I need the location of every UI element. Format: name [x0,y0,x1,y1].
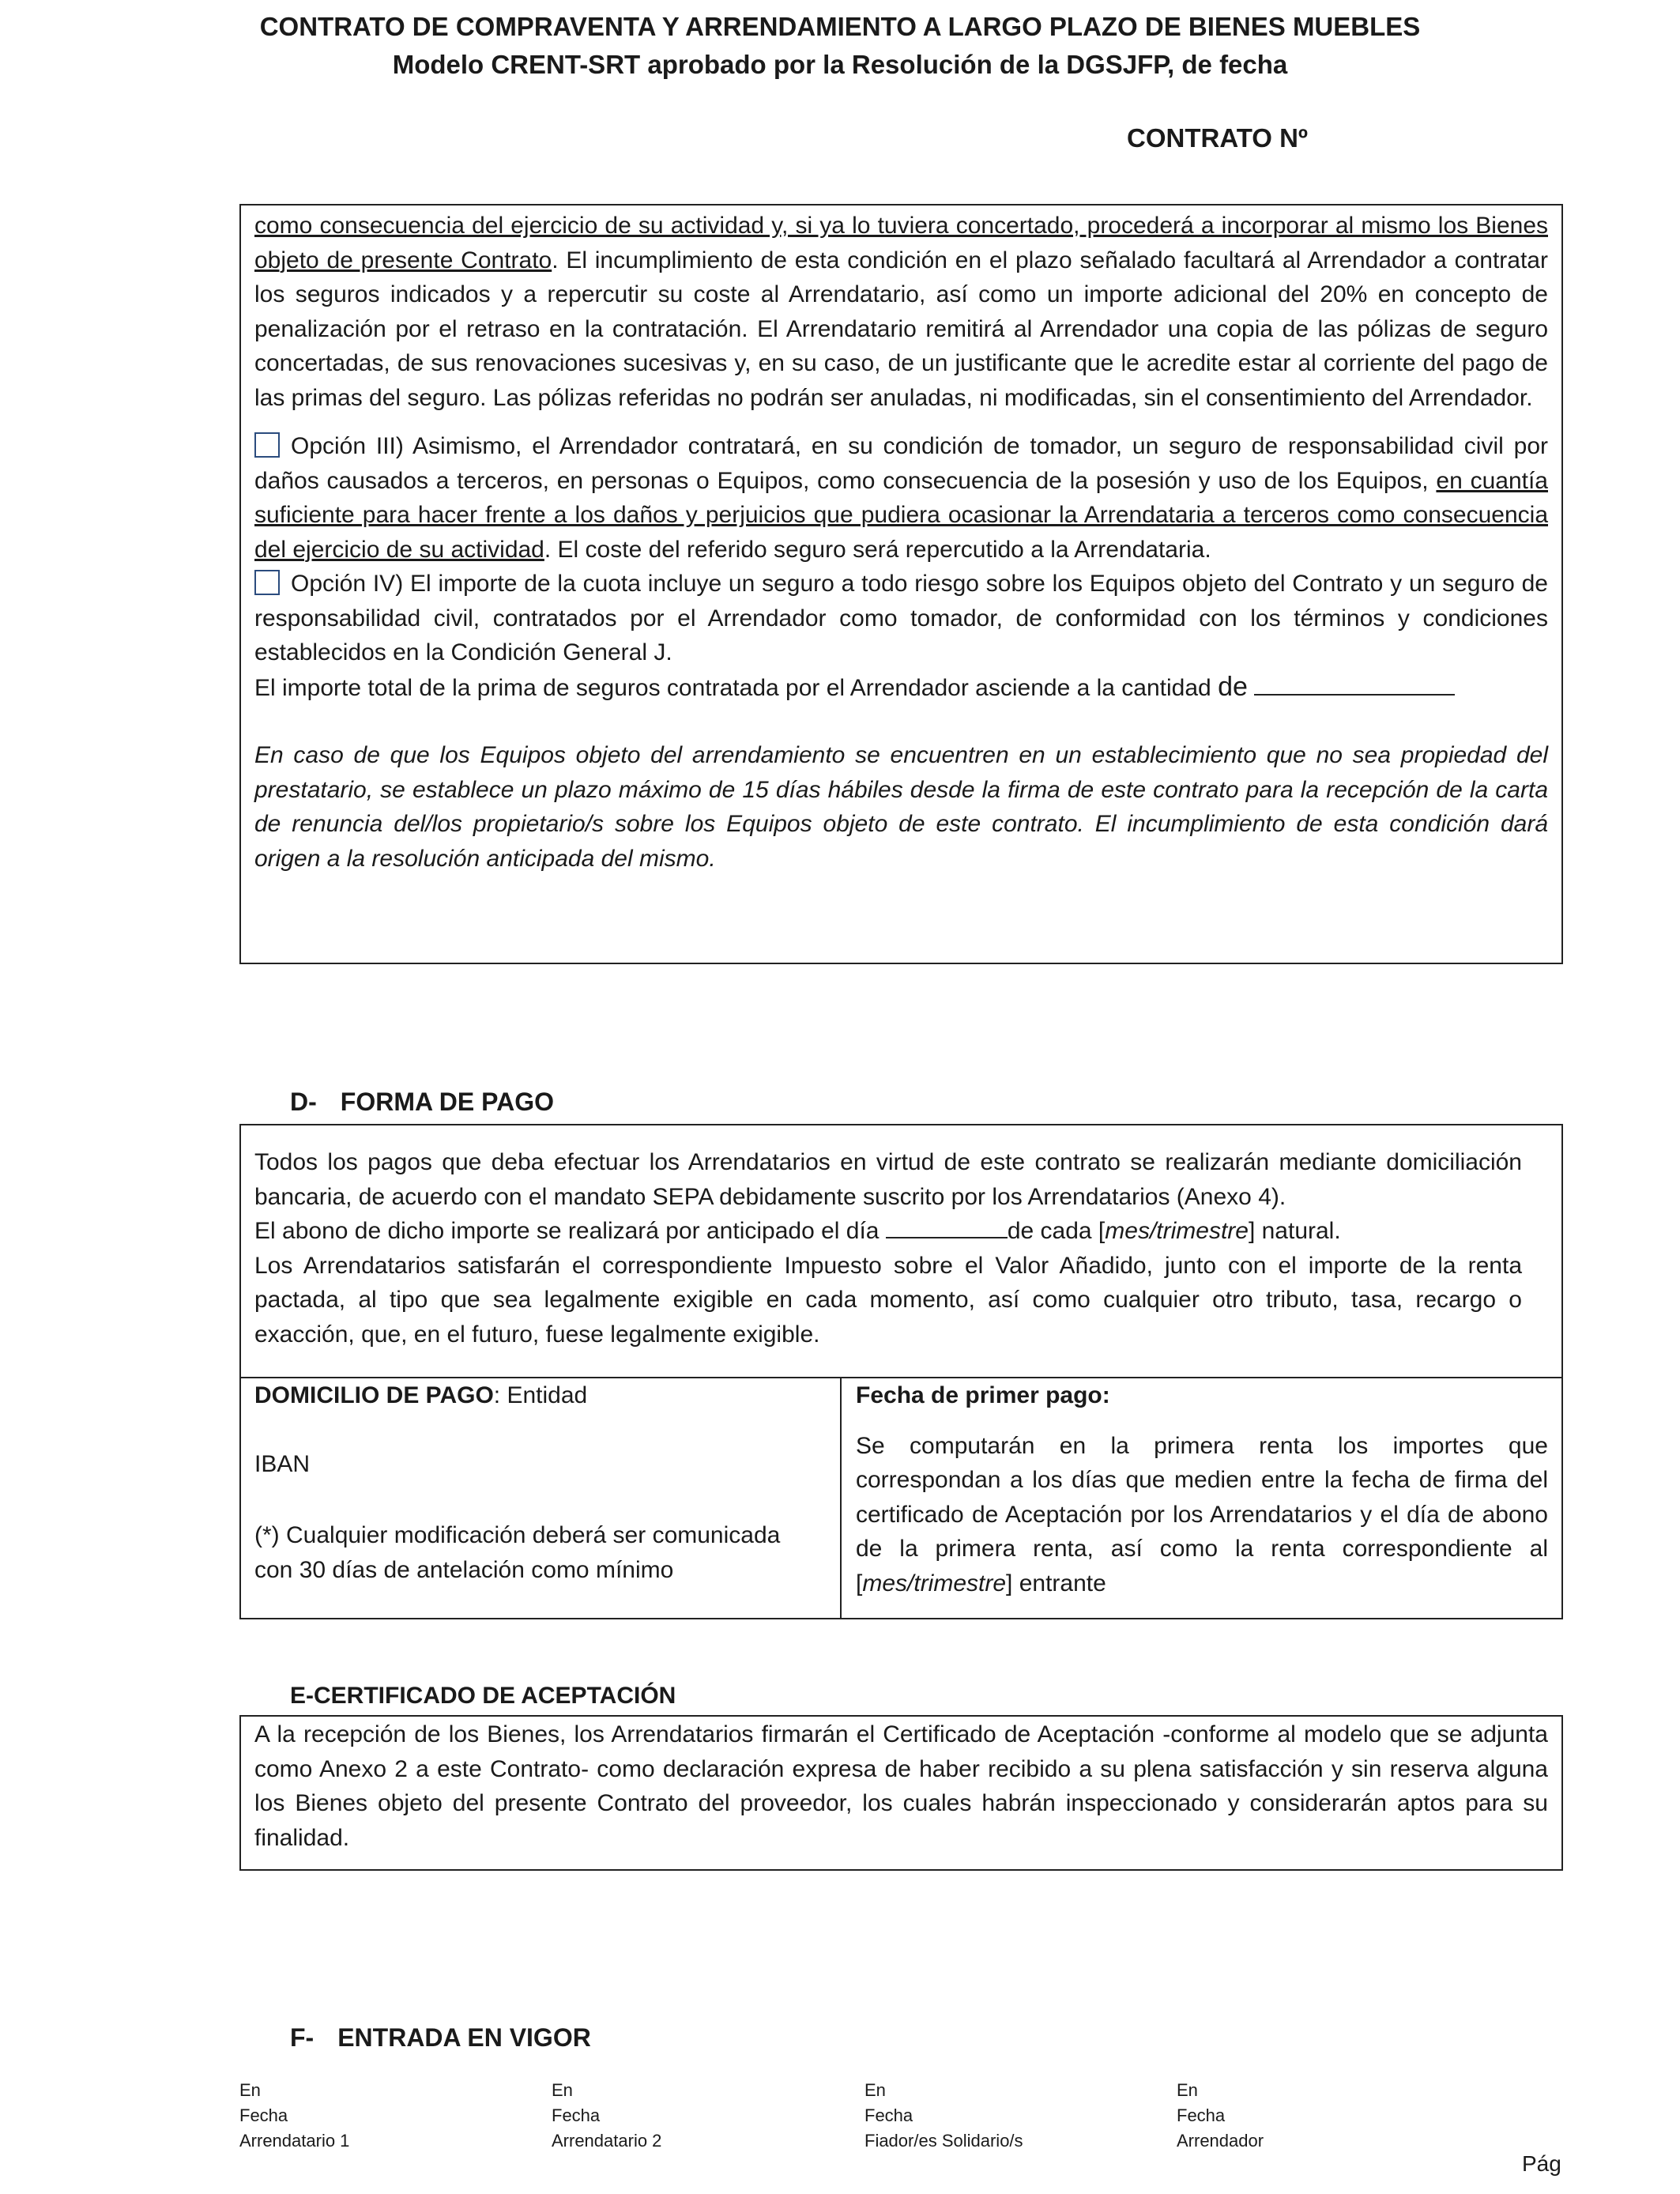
signature-date: Fecha [552,2105,601,2125]
signature-date: Fecha [1177,2105,1226,2125]
section-f-letter: F- [290,2023,315,2052]
document-subtitle: Modelo CRENT-SRT aprobado por la Resolución de la DGSJFP, de fecha [392,50,1288,79]
payment-day-blank[interactable] [886,1215,1008,1238]
premium-de: de [1218,671,1248,702]
signature-block-fiador [864,2078,1023,2154]
signature-role: Arrendador [1177,2131,1264,2151]
insurance-p1-rest: . El incumplimiento de esta condición en el plazo señalado facultará al Arrendador a contratar los seguros indicados y a repercutir su coste al Arrendatario, así como un importe adicional del 20% en concepto de penalización por el retraso en la contratación. El Arrendatario remitirá al Arrendador una copia de las pólizas de seguro concertadas, de sus renovaciones sucesivas y, en su caso, de un justificante que le acredite estar al corriente del pago de las primas del seguro. Las pólizas referidas no podrán ser anuladas, ni modificadas, sin el consentimiento del Arrendador. [254,247,1548,411]
payment-domicile-cell [254,1378,825,1587]
document-title: CONTRATO DE COMPRAVENTA Y ARRENDAMIENTO A LARGO PLAZO DE BIENES MUEBLES [259,12,1421,41]
modification-note: (*) Cualquier modificación deberá ser comunicada con 30 días de antelación como mínimo [254,1522,781,1583]
payment-p2-b: de cada [ [1007,1218,1106,1244]
payment-p2-c: ] natural. [1248,1218,1341,1244]
signature-date: Fecha [864,2105,913,2125]
payment-column-divider [840,1377,842,1619]
option-iii-text-pre: Opción III) Asimismo, el Arrendador contratará, en su condición de tomador, un seguro de responsabilidad civil por daños causados a terceros, en personas o Equipos, como consecuencia de la posesión y uso de los Equipos, [254,433,1548,494]
section-d-heading [290,1088,554,1117]
signature-role: Arrendatario 2 [552,2131,662,2151]
insurance-text [254,209,1548,876]
option-iv-text: Opción IV) El importe de la cuota incluye un seguro a todo riesgo sobre los Equipos objeto del Contrato y un seguro de responsabilidad civil, contratados por el Arrendador como tomador, de conformidad con los términos y condiciones establecidos en la Condición General J. [254,571,1548,665]
domicilio-label: DOMICILIO DE PAGO [254,1382,494,1408]
payment-p2-a: El abono de dicho importe se realizará por anticipado el día [254,1218,886,1244]
signature-block-arrendatario-2 [552,2078,661,2154]
signature-place: En [552,2080,573,2100]
option-iii-text-post: . El coste del referido seguro será repercutido a la Arrendataria. [544,536,1211,563]
section-e-heading: E-CERTIFICADO DE ACEPTACIÓN [290,1683,676,1709]
option-iii-checkbox[interactable] [254,432,280,458]
signature-place: En [1177,2080,1198,2100]
insurance-p1-underlined: como consecuencia del ejercicio de su actividad y, si ya lo tuviera concertado, procederá a incorporar al mismo los Bienes objeto de presente Contrato [254,213,1548,273]
first-payment-text-a: Se computarán en la primera renta los importes que correspondan a los días que medien entre la fecha de firma del certificado de Aceptación por los Arrendatarios y el día de abono de la primera renta, así como la renta correspondiente al [ [856,1432,1548,1596]
first-payment-label: Fecha de primer pago: [856,1382,1110,1408]
payment-first-date-cell [856,1378,1548,1600]
first-payment-period: mes/trimestre [862,1570,1007,1596]
option-iv-checkbox[interactable] [254,570,280,595]
acceptance-text: A la recepción de los Bienes, los Arrendatarios firmarán el Certificado de Aceptación -conforme al modelo que se adjunta como Anexo 2 a este Contrato- como declaración expresa de haber recibido a su plena satisfacción y sin reserva alguna los Bienes objeto del presente Contrato del proveedor, los cuales habrán inspeccionado y considerarán aptos para su finalidad. [254,1721,1548,1851]
payment-p3: Los Arrendatarios satisfarán el correspondiente Impuesto sobre el Valor Añadido, junto con el importe de la renta pactada, al tipo que sea legalmente exigible en cada momento, así como cualquier otro tributo, tasa, recargo o exacción, que, en el futuro, fuese legalmente exigible. [254,1252,1522,1348]
italic-clause: En caso de que los Equipos objeto del arrendamiento se encuentren en un establecimiento que no sea propiedad del prestatario, se establece un plazo máximo de 15 días hábiles desde la firma de este contrato para la recepción de la carta de renuncia del/los propietario/s sobre los Equipos objeto de este contrato. El incumplimiento de esta condición dará origen a la resolución anticipada del mismo. [254,742,1548,872]
section-d-title: FORMA DE PAGO [340,1088,554,1116]
section-d-letter: D- [290,1088,317,1116]
contract-number-label: CONTRATO Nº [1127,123,1308,153]
option-iii-text-underlined: en cuantía suficiente para hacer frente a los daños y perjuicios que pudiera ocasionar la Arrendataria a terceros como consecuencia del ejercicio de su actividad [254,467,1548,563]
signature-block-arrendatario-1 [239,2078,349,2154]
signature-block-arrendador [1177,2078,1264,2154]
section-f-title: ENTRADA EN VIGOR [337,2023,591,2052]
signature-role: Arrendatario 1 [239,2131,350,2151]
premium-text: El importe total de la prima de seguros contratada por el Arrendador asciende a la cantidad [254,674,1219,701]
section-f-heading [290,2023,591,2053]
premium-amount-blank[interactable] [1254,672,1455,696]
signature-date: Fecha [239,2105,288,2125]
signature-role: Fiador/es Solidario/s [864,2131,1023,2151]
payment-p1: Todos los pagos que deba efectuar los Arrendatarios en virtud de este contrato se realizarán mediante domiciliación bancaria, de acuerdo con el mandato SEPA debidamente suscrito por los Arrendatarios (Anexo 4). [254,1149,1522,1210]
payment-period: mes/trimestre [1105,1218,1249,1244]
signature-place: En [239,2080,261,2100]
domicilio-entidad: : Entidad [493,1382,588,1408]
signature-place: En [864,2080,886,2100]
iban-label: IBAN [254,1450,311,1477]
page-number-label: Pág [1522,2151,1561,2176]
first-payment-text-b: ] entrante [1006,1570,1106,1596]
payment-text [254,1145,1522,1351]
